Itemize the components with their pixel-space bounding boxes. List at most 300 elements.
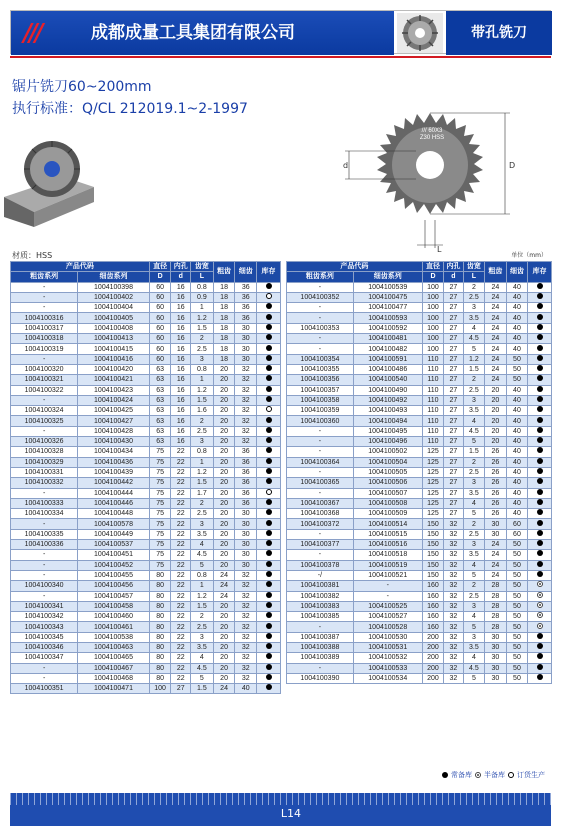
table-cell: 1004100424 bbox=[78, 395, 150, 405]
table-cell: 20 bbox=[213, 632, 235, 642]
table-cell: 20 bbox=[485, 406, 507, 416]
table-row bbox=[287, 292, 552, 302]
table-cell: 1004100451 bbox=[78, 550, 150, 560]
table-cell: 26 bbox=[485, 509, 507, 519]
table-cell: 1004100593 bbox=[353, 313, 422, 323]
table-cell: 20 bbox=[213, 550, 235, 560]
table-cell: 22 bbox=[171, 550, 191, 560]
table-cell: 26 bbox=[485, 478, 507, 488]
table-row bbox=[11, 364, 281, 374]
table-cell: 2 bbox=[463, 457, 485, 467]
table-cell: 1004100357 bbox=[287, 385, 354, 395]
table-cell: 5 bbox=[463, 509, 485, 519]
stock-cell bbox=[528, 591, 552, 601]
table-cell: 63 bbox=[149, 395, 171, 405]
stock-full-icon bbox=[537, 314, 543, 320]
table-cell: 75 bbox=[149, 550, 171, 560]
table-cell: 24 bbox=[213, 684, 235, 694]
table-cell: 1004100413 bbox=[78, 334, 150, 344]
table-cell: 22 bbox=[171, 498, 191, 508]
table-cell: 24 bbox=[485, 303, 507, 313]
table-cell: 125 bbox=[422, 488, 444, 498]
table-cell: - bbox=[11, 663, 78, 673]
table-cell: 75 bbox=[149, 509, 171, 519]
table-cell: 27 bbox=[444, 416, 463, 426]
table-cell: 1.5 bbox=[190, 684, 213, 694]
stock-cell bbox=[528, 622, 552, 632]
table-cell: 110 bbox=[422, 354, 444, 364]
table-cell: 20 bbox=[485, 395, 507, 405]
table-cell: 80 bbox=[149, 570, 171, 580]
table-cell: 1004100442 bbox=[78, 478, 150, 488]
table-cell: 1004100354 bbox=[287, 354, 354, 364]
table-cell: 1004100368 bbox=[287, 509, 354, 519]
table-row bbox=[11, 323, 281, 333]
table-cell: 2 bbox=[463, 581, 485, 591]
stock-cell bbox=[257, 684, 281, 694]
table-cell: 3.5 bbox=[463, 642, 485, 652]
table-cell: 1004100471 bbox=[78, 684, 150, 694]
table-cell: 32 bbox=[444, 540, 463, 550]
table-row bbox=[287, 601, 552, 611]
table-cell: 27 bbox=[444, 292, 463, 302]
table-cell: 27 bbox=[444, 385, 463, 395]
table-cell: 2 bbox=[463, 282, 485, 292]
table-cell: 32 bbox=[444, 591, 463, 601]
table-cell: 24 bbox=[485, 375, 507, 385]
legend-full-label: 常备库 bbox=[451, 771, 472, 779]
table-cell: 40 bbox=[506, 344, 528, 354]
table-cell: 4 bbox=[463, 498, 485, 508]
table-cell: 125 bbox=[422, 509, 444, 519]
table-row bbox=[11, 684, 281, 694]
table-cell: 32 bbox=[235, 673, 257, 683]
stock-cell bbox=[257, 313, 281, 323]
stock-half-icon bbox=[537, 592, 543, 598]
page-header bbox=[10, 10, 551, 54]
table-row bbox=[287, 519, 552, 529]
table-cell: 2 bbox=[463, 519, 485, 529]
stock-full-icon bbox=[537, 509, 543, 515]
table-cell: 50 bbox=[506, 591, 528, 601]
table-cell: 80 bbox=[149, 632, 171, 642]
table-cell: 3 bbox=[463, 303, 485, 313]
spec-table-right bbox=[286, 261, 552, 684]
table-row bbox=[11, 673, 281, 683]
table-cell: 1004100328 bbox=[11, 447, 78, 457]
table-cell: 3 bbox=[190, 632, 213, 642]
header-sub-d: d bbox=[171, 272, 191, 282]
table-cell: 16 bbox=[171, 334, 191, 344]
table-cell: 32 bbox=[235, 375, 257, 385]
table-row bbox=[11, 447, 281, 457]
table-cell: 1004100495 bbox=[353, 426, 422, 436]
table-cell: 75 bbox=[149, 467, 171, 477]
table-cell: 100 bbox=[422, 323, 444, 333]
table-row bbox=[11, 653, 281, 663]
table-cell: 30 bbox=[235, 354, 257, 364]
table-cell: 100 bbox=[422, 292, 444, 302]
table-cell: 1004100430 bbox=[78, 437, 150, 447]
stock-full-icon bbox=[266, 314, 272, 320]
table-cell: 160 bbox=[422, 622, 444, 632]
table-cell: 80 bbox=[149, 581, 171, 591]
header-D: 直径 bbox=[149, 262, 171, 272]
table-cell: 18 bbox=[213, 334, 235, 344]
table-cell: 22 bbox=[171, 673, 191, 683]
table-cell: 150 bbox=[422, 529, 444, 539]
table-row bbox=[11, 519, 281, 529]
stock-cell bbox=[528, 653, 552, 663]
table-row bbox=[11, 478, 281, 488]
table-cell: 1004100372 bbox=[287, 519, 354, 529]
table-cell: - bbox=[287, 622, 354, 632]
table-cell: 1004100436 bbox=[78, 457, 150, 467]
table-cell: 22 bbox=[171, 642, 191, 652]
table-cell: 1004100496 bbox=[353, 437, 422, 447]
table-cell: 20 bbox=[213, 457, 235, 467]
drawing-label-2: Z30 HSS bbox=[419, 135, 445, 141]
table-cell: 20 bbox=[485, 437, 507, 447]
table-row bbox=[11, 457, 281, 467]
table-cell: 36 bbox=[235, 498, 257, 508]
table-cell: 26 bbox=[485, 447, 507, 457]
table-cell: 27 bbox=[444, 282, 463, 292]
table-row bbox=[287, 622, 552, 632]
table-row bbox=[11, 612, 281, 622]
stock-full-icon bbox=[537, 324, 543, 330]
stock-empty-icon bbox=[266, 489, 272, 495]
table-cell: 160 bbox=[422, 601, 444, 611]
table-row bbox=[11, 601, 281, 611]
stock-full-icon bbox=[537, 571, 543, 577]
stock-full-icon bbox=[266, 499, 272, 505]
table-cell: 32 bbox=[444, 642, 463, 652]
stock-cell bbox=[257, 570, 281, 580]
stock-full-icon bbox=[537, 540, 543, 546]
table-cell: 1004100378 bbox=[287, 560, 354, 570]
table-cell: 3 bbox=[463, 395, 485, 405]
table-row bbox=[11, 570, 281, 580]
table-cell: 1004100324 bbox=[11, 406, 78, 416]
stock-half-icon bbox=[537, 581, 543, 587]
table-cell: - bbox=[287, 437, 354, 447]
stock-cell bbox=[528, 416, 552, 426]
table-cell: 18 bbox=[213, 323, 235, 333]
table-cell: - bbox=[287, 550, 354, 560]
table-cell: 36 bbox=[235, 292, 257, 302]
table-cell: 1004100448 bbox=[78, 509, 150, 519]
stock-cell bbox=[257, 529, 281, 539]
table-cell: 1004100325 bbox=[11, 416, 78, 426]
spec-table-left bbox=[10, 261, 281, 694]
table-cell: 27 bbox=[444, 437, 463, 447]
table-cell: 50 bbox=[506, 570, 528, 580]
page-footer bbox=[10, 793, 551, 826]
stock-full-icon bbox=[537, 355, 543, 361]
stock-full-icon bbox=[266, 334, 272, 340]
table-cell: 160 bbox=[422, 581, 444, 591]
table-cell: 1.5 bbox=[190, 478, 213, 488]
dim-d-label: d bbox=[343, 161, 349, 170]
table-cell: 60 bbox=[149, 303, 171, 313]
table-cell: 63 bbox=[149, 375, 171, 385]
table-cell: 32 bbox=[444, 581, 463, 591]
table-cell: 150 bbox=[422, 560, 444, 570]
table-cell: 27 bbox=[444, 364, 463, 374]
stock-cell bbox=[528, 519, 552, 529]
table-cell: 160 bbox=[422, 612, 444, 622]
stock-half-icon bbox=[537, 602, 543, 608]
stock-full-icon bbox=[266, 283, 272, 289]
table-cell: 1004100505 bbox=[353, 467, 422, 477]
table-cell: 27 bbox=[444, 375, 463, 385]
table-row bbox=[287, 478, 552, 488]
table-cell: 40 bbox=[506, 478, 528, 488]
header-d: 内孔 bbox=[171, 262, 191, 272]
table-cell: 32 bbox=[235, 395, 257, 405]
table-cell: 1004100326 bbox=[11, 437, 78, 447]
stock-cell bbox=[257, 540, 281, 550]
table-cell: 24 bbox=[485, 334, 507, 344]
table-cell: 100 bbox=[422, 344, 444, 354]
stock-cell bbox=[257, 303, 281, 313]
table-cell: 30 bbox=[235, 529, 257, 539]
table-cell: 200 bbox=[422, 663, 444, 673]
table-row bbox=[11, 632, 281, 642]
table-cell: 1004100504 bbox=[353, 457, 422, 467]
table-cell: 40 bbox=[506, 323, 528, 333]
table-cell: - bbox=[287, 334, 354, 344]
table-cell: 24 bbox=[485, 292, 507, 302]
table-cell: 40 bbox=[506, 303, 528, 313]
header-code: 产品代码 bbox=[11, 262, 150, 272]
table-row bbox=[287, 467, 552, 477]
stock-full-icon bbox=[266, 303, 272, 309]
table-cell: 50 bbox=[506, 364, 528, 374]
material-label: 材质：HSS bbox=[12, 251, 53, 260]
table-cell: 0.8 bbox=[190, 570, 213, 580]
table-cell: 1004100415 bbox=[78, 344, 150, 354]
stock-full-icon bbox=[537, 468, 543, 474]
table-cell: - bbox=[353, 591, 422, 601]
table-cell: 200 bbox=[422, 653, 444, 663]
stock-full-icon bbox=[266, 653, 272, 659]
stock-full-icon bbox=[537, 447, 543, 453]
table-cell: 75 bbox=[149, 540, 171, 550]
company-name: 成都成量工具集团有限公司 bbox=[91, 23, 295, 43]
table-row bbox=[287, 560, 552, 570]
table-cell: 1.5 bbox=[190, 601, 213, 611]
table-cell: 40 bbox=[506, 385, 528, 395]
stock-full-icon bbox=[266, 684, 272, 690]
stock-cell bbox=[528, 560, 552, 570]
table-cell: 1004100461 bbox=[78, 622, 150, 632]
table-cell: 20 bbox=[213, 509, 235, 519]
table-cell: 32 bbox=[235, 437, 257, 447]
table-cell: 1004100592 bbox=[353, 323, 422, 333]
header-fine-teeth: 细齿 bbox=[235, 262, 257, 283]
table-cell: 30 bbox=[235, 550, 257, 560]
stock-full-icon bbox=[266, 633, 272, 639]
table-cell: 1004100320 bbox=[11, 364, 78, 374]
table-cell: 1004100482 bbox=[353, 344, 422, 354]
table-cell: - bbox=[11, 303, 78, 313]
table-cell: 160 bbox=[422, 591, 444, 601]
table-cell: 2.5 bbox=[190, 344, 213, 354]
table-row bbox=[287, 437, 552, 447]
table-cell: -/ bbox=[287, 570, 354, 580]
table-cell: 60 bbox=[506, 529, 528, 539]
table-cell: 1004100383 bbox=[287, 601, 354, 611]
stock-half-icon bbox=[537, 623, 543, 629]
table-cell: 40 bbox=[506, 406, 528, 416]
stock-cell bbox=[528, 498, 552, 508]
table-cell: 32 bbox=[235, 591, 257, 601]
table-row bbox=[287, 591, 552, 601]
table-cell: 22 bbox=[171, 457, 191, 467]
table-cell: 22 bbox=[171, 570, 191, 580]
stock-cell bbox=[257, 478, 281, 488]
table-cell: 1004100345 bbox=[11, 632, 78, 642]
table-cell: 1004100342 bbox=[11, 612, 78, 622]
stock-cell bbox=[528, 509, 552, 519]
stock-cell bbox=[257, 406, 281, 416]
stock-full-icon bbox=[537, 478, 543, 484]
table-cell: 1004100322 bbox=[11, 385, 78, 395]
stock-cell bbox=[257, 591, 281, 601]
table-cell: - bbox=[11, 570, 78, 580]
table-row bbox=[11, 591, 281, 601]
stock-full-icon bbox=[266, 345, 272, 351]
table-row bbox=[11, 303, 281, 313]
table-cell: 125 bbox=[422, 467, 444, 477]
stock-cell bbox=[257, 416, 281, 426]
table-cell: 30 bbox=[235, 509, 257, 519]
table-cell: 26 bbox=[485, 457, 507, 467]
table-cell: 100 bbox=[422, 334, 444, 344]
table-cell: 24 bbox=[485, 344, 507, 354]
table-row bbox=[11, 550, 281, 560]
table-cell: 28 bbox=[485, 601, 507, 611]
table-cell: - bbox=[11, 560, 78, 570]
table-row bbox=[287, 375, 552, 385]
table-row bbox=[287, 447, 552, 457]
stock-cell bbox=[528, 488, 552, 498]
stock-half-icon bbox=[537, 612, 543, 618]
stock-cell bbox=[257, 282, 281, 292]
table-cell: 1004100329 bbox=[11, 457, 78, 467]
dim-L-label: L bbox=[437, 245, 442, 254]
table-row bbox=[11, 292, 281, 302]
table-cell: 32 bbox=[444, 601, 463, 611]
table-cell: 1.2 bbox=[190, 591, 213, 601]
table-row bbox=[287, 282, 552, 292]
table-cell: 32 bbox=[235, 601, 257, 611]
stock-full-icon bbox=[266, 571, 272, 577]
table-cell: 32 bbox=[235, 632, 257, 642]
table-row bbox=[287, 395, 552, 405]
stock-cell bbox=[528, 642, 552, 652]
stock-cell bbox=[528, 447, 552, 457]
stock-cell bbox=[528, 313, 552, 323]
table-cell: 2 bbox=[190, 334, 213, 344]
stock-cell bbox=[257, 612, 281, 622]
table-cell: 1004100531 bbox=[353, 642, 422, 652]
table-cell: 4 bbox=[463, 416, 485, 426]
table-cell: 24 bbox=[485, 560, 507, 570]
table-cell: 22 bbox=[171, 447, 191, 457]
table-cell: 1004100352 bbox=[287, 292, 354, 302]
table-cell: 32 bbox=[444, 622, 463, 632]
table-cell: 24 bbox=[213, 581, 235, 591]
table-cell: 0.8 bbox=[190, 447, 213, 457]
stock-full-icon bbox=[537, 499, 543, 505]
table-cell: 22 bbox=[171, 581, 191, 591]
table-cell: 16 bbox=[171, 395, 191, 405]
table-cell: 40 bbox=[506, 467, 528, 477]
header-fine: 细齿系列 bbox=[353, 272, 422, 282]
table-row bbox=[11, 313, 281, 323]
table-row bbox=[287, 313, 552, 323]
stock-full-icon bbox=[266, 592, 272, 598]
table-cell: 20 bbox=[213, 385, 235, 395]
table-cell: 40 bbox=[506, 282, 528, 292]
stock-cell bbox=[528, 375, 552, 385]
table-row bbox=[287, 540, 552, 550]
table-cell: 36 bbox=[235, 447, 257, 457]
table-cell: 1004100515 bbox=[353, 529, 422, 539]
table-cell: 1004100355 bbox=[287, 364, 354, 374]
stock-cell bbox=[528, 673, 552, 683]
table-row bbox=[287, 529, 552, 539]
stock-cell bbox=[528, 323, 552, 333]
table-row bbox=[11, 426, 281, 436]
table-cell: 27 bbox=[444, 509, 463, 519]
table-row bbox=[287, 364, 552, 374]
unit-label: 单位（mm） bbox=[511, 252, 547, 259]
table-cell: 1004100416 bbox=[78, 354, 150, 364]
table-cell: 1004100351 bbox=[11, 684, 78, 694]
table-cell: 16 bbox=[171, 354, 191, 364]
stock-cell bbox=[257, 560, 281, 570]
table-row bbox=[287, 303, 552, 313]
table-cell: 1004100468 bbox=[78, 673, 150, 683]
table-row bbox=[11, 529, 281, 539]
stock-cell bbox=[257, 622, 281, 632]
table-cell: 50 bbox=[506, 550, 528, 560]
table-cell: 22 bbox=[171, 540, 191, 550]
table-cell: 40 bbox=[506, 457, 528, 467]
table-cell: 60 bbox=[149, 282, 171, 292]
stock-full-icon bbox=[266, 623, 272, 629]
table-cell: 1004100347 bbox=[11, 653, 78, 663]
table-cell: 27 bbox=[444, 354, 463, 364]
table-cell: 1004100532 bbox=[353, 653, 422, 663]
table-cell: 1004100530 bbox=[353, 632, 422, 642]
table-cell: 22 bbox=[171, 601, 191, 611]
stock-full-icon bbox=[266, 520, 272, 526]
table-cell: 27 bbox=[444, 334, 463, 344]
stock-full-icon bbox=[537, 375, 543, 381]
product-title: 锯片铣刀60~200mm bbox=[12, 79, 152, 95]
table-cell: 1004100405 bbox=[78, 313, 150, 323]
table-cell: 20 bbox=[213, 519, 235, 529]
stock-full-icon bbox=[537, 550, 543, 556]
table-cell: 20 bbox=[213, 426, 235, 436]
table-cell: 24 bbox=[213, 570, 235, 580]
stock-full-icon bbox=[266, 468, 272, 474]
